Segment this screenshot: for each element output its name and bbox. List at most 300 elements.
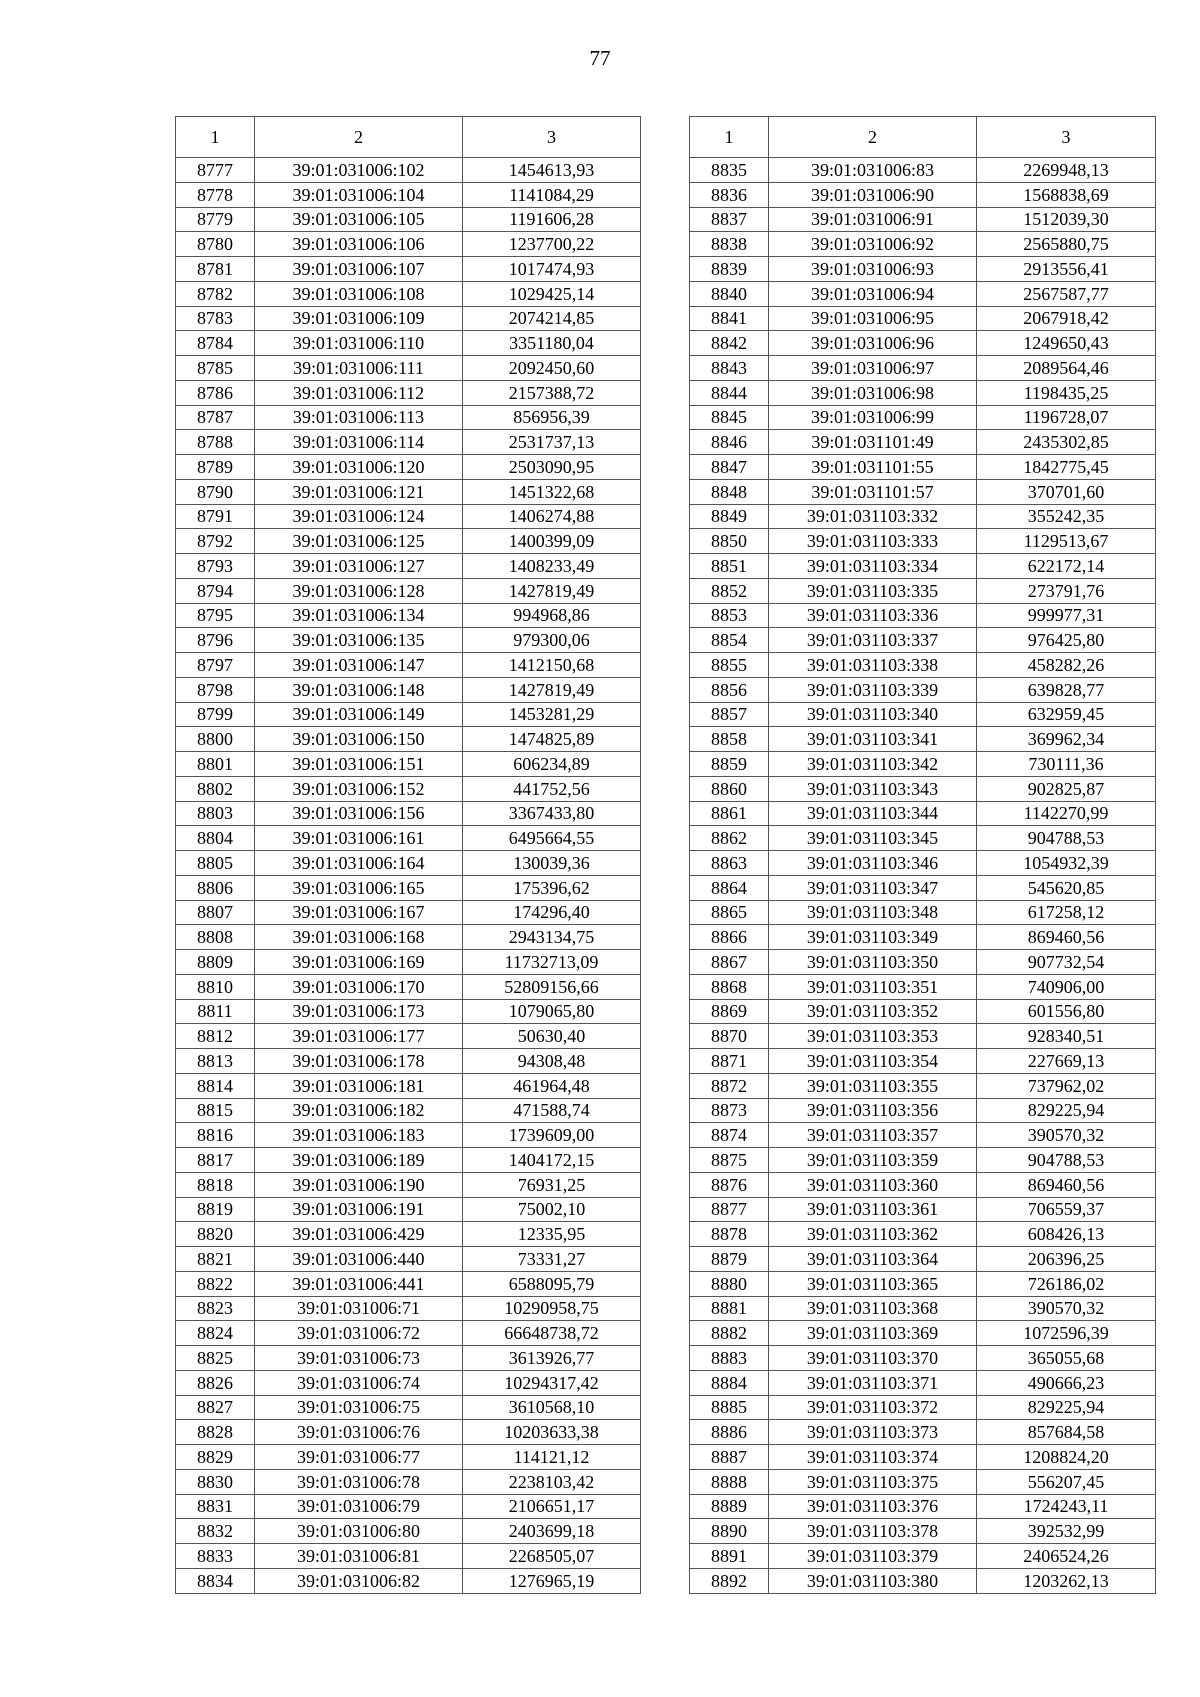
value-cell: 1404172,15 — [463, 1148, 641, 1173]
value-cell: 902825,87 — [977, 776, 1156, 801]
row-number-cell: 8791 — [176, 504, 255, 529]
cadastral-number-cell: 39:01:031006:168 — [255, 925, 463, 950]
value-cell: 2943134,75 — [463, 925, 641, 950]
table-row — [176, 1346, 641, 1371]
row-number-cell: 8852 — [690, 578, 769, 603]
cadastral-number-cell: 39:01:031006:79 — [255, 1494, 463, 1519]
value-cell: 2565880,75 — [977, 232, 1156, 257]
row-number-cell: 8858 — [690, 727, 769, 752]
table-row — [176, 1544, 641, 1569]
table-row — [690, 776, 1156, 801]
cadastral-number-cell: 39:01:031006:152 — [255, 776, 463, 801]
value-cell: 1079065,80 — [463, 999, 641, 1024]
row-number-cell: 8804 — [176, 826, 255, 851]
cadastral-number-cell: 39:01:031006:164 — [255, 851, 463, 876]
table-row — [690, 1445, 1156, 1470]
table-row — [176, 1445, 641, 1470]
table-row — [176, 999, 641, 1024]
row-number-cell: 8790 — [176, 479, 255, 504]
column-header: 3 — [463, 117, 641, 158]
row-number-cell: 8854 — [690, 628, 769, 653]
row-number-cell: 8800 — [176, 727, 255, 752]
table-row — [690, 752, 1156, 777]
value-cell: 355242,35 — [977, 504, 1156, 529]
column-header: 2 — [769, 117, 977, 158]
table-row — [690, 1197, 1156, 1222]
row-number-cell: 8865 — [690, 900, 769, 925]
table-row — [176, 1172, 641, 1197]
value-cell: 999977,31 — [977, 603, 1156, 628]
cadastral-number-cell: 39:01:031103:350 — [769, 950, 977, 975]
cadastral-number-cell: 39:01:031101:55 — [769, 455, 977, 480]
cadastral-number-cell: 39:01:031006:190 — [255, 1172, 463, 1197]
row-number-cell: 8824 — [176, 1321, 255, 1346]
row-number-cell: 8887 — [690, 1445, 769, 1470]
value-cell: 1237700,22 — [463, 232, 641, 257]
value-cell: 370701,60 — [977, 479, 1156, 504]
row-number-cell: 8806 — [176, 875, 255, 900]
column-header: 3 — [977, 117, 1156, 158]
table-row — [176, 1568, 641, 1593]
cadastral-number-cell: 39:01:031006:77 — [255, 1445, 463, 1470]
cadastral-number-cell: 39:01:031006:147 — [255, 653, 463, 678]
table-row — [176, 529, 641, 554]
row-number-cell: 8779 — [176, 207, 255, 232]
cadastral-number-cell: 39:01:031103:337 — [769, 628, 977, 653]
table-row — [690, 1024, 1156, 1049]
table-row — [690, 430, 1156, 455]
row-number-cell: 8787 — [176, 405, 255, 430]
cadastral-number-cell: 39:01:031103:355 — [769, 1073, 977, 1098]
row-number-cell: 8809 — [176, 950, 255, 975]
row-number-cell: 8837 — [690, 207, 769, 232]
value-cell: 227669,13 — [977, 1049, 1156, 1074]
cadastral-number-cell: 39:01:031006:156 — [255, 801, 463, 826]
row-number-cell: 8818 — [176, 1172, 255, 1197]
table-row — [176, 1073, 641, 1098]
row-number-cell: 8881 — [690, 1296, 769, 1321]
table-row — [176, 727, 641, 752]
cadastral-number-cell: 39:01:031006:72 — [255, 1321, 463, 1346]
table-row — [690, 207, 1156, 232]
cadastral-number-cell: 39:01:031103:370 — [769, 1346, 977, 1371]
table-row — [690, 182, 1156, 207]
row-number-cell: 8802 — [176, 776, 255, 801]
cadastral-number-cell: 39:01:031006:150 — [255, 727, 463, 752]
table-row — [176, 1024, 641, 1049]
cadastral-number-cell: 39:01:031103:344 — [769, 801, 977, 826]
row-number-cell: 8793 — [176, 554, 255, 579]
value-cell: 2269948,13 — [977, 158, 1156, 183]
table-row — [690, 232, 1156, 257]
table-row — [690, 554, 1156, 579]
value-cell: 1198435,25 — [977, 380, 1156, 405]
value-cell: 2567587,77 — [977, 281, 1156, 306]
cadastral-number-cell: 39:01:031103:348 — [769, 900, 977, 925]
value-cell: 1029425,14 — [463, 281, 641, 306]
table-row — [690, 900, 1156, 925]
table-row — [176, 182, 641, 207]
row-number-cell: 8796 — [176, 628, 255, 653]
value-cell: 2503090,95 — [463, 455, 641, 480]
table-row — [690, 1420, 1156, 1445]
cadastral-number-cell: 39:01:031006:78 — [255, 1469, 463, 1494]
row-number-cell: 8810 — [176, 974, 255, 999]
value-cell: 6588095,79 — [463, 1271, 641, 1296]
table-row — [176, 875, 641, 900]
value-cell: 10290958,75 — [463, 1296, 641, 1321]
value-cell: 1196728,07 — [977, 405, 1156, 430]
value-cell: 2106651,17 — [463, 1494, 641, 1519]
cadastral-number-cell: 39:01:031006:90 — [769, 182, 977, 207]
cadastral-number-cell: 39:01:031006:173 — [255, 999, 463, 1024]
table-row — [690, 1494, 1156, 1519]
cadastral-number-cell: 39:01:031006:75 — [255, 1395, 463, 1420]
table-row — [690, 1073, 1156, 1098]
cadastral-number-cell: 39:01:031101:57 — [769, 479, 977, 504]
table-row — [176, 628, 641, 653]
row-number-cell: 8890 — [690, 1519, 769, 1544]
cadastral-number-cell: 39:01:031006:151 — [255, 752, 463, 777]
table-row — [690, 1519, 1156, 1544]
cadastral-number-cell: 39:01:031006:429 — [255, 1222, 463, 1247]
cadastral-number-cell: 39:01:031006:189 — [255, 1148, 463, 1173]
cadastral-number-cell: 39:01:031006:97 — [769, 356, 977, 381]
row-number-cell: 8807 — [176, 900, 255, 925]
value-cell: 10294317,42 — [463, 1370, 641, 1395]
row-number-cell: 8868 — [690, 974, 769, 999]
value-cell: 1400399,09 — [463, 529, 641, 554]
value-cell: 50630,40 — [463, 1024, 641, 1049]
table-header-row — [176, 117, 641, 158]
table-row — [690, 851, 1156, 876]
value-cell: 1129513,67 — [977, 529, 1156, 554]
table-row — [176, 380, 641, 405]
row-number-cell: 8799 — [176, 702, 255, 727]
table-row — [690, 504, 1156, 529]
row-number-cell: 8814 — [176, 1073, 255, 1098]
cadastral-number-cell: 39:01:031006:102 — [255, 158, 463, 183]
row-number-cell: 8829 — [176, 1445, 255, 1470]
table-row — [690, 281, 1156, 306]
table-row — [690, 974, 1156, 999]
cadastral-number-cell: 39:01:031103:349 — [769, 925, 977, 950]
row-number-cell: 8876 — [690, 1172, 769, 1197]
value-cell: 2067918,42 — [977, 306, 1156, 331]
value-cell: 904788,53 — [977, 826, 1156, 851]
row-number-cell: 8816 — [176, 1123, 255, 1148]
row-number-cell: 8851 — [690, 554, 769, 579]
table-row — [690, 603, 1156, 628]
table-row — [176, 900, 641, 925]
cadastral-number-cell: 39:01:031006:91 — [769, 207, 977, 232]
row-number-cell: 8826 — [176, 1370, 255, 1395]
row-number-cell: 8834 — [176, 1568, 255, 1593]
cadastral-number-cell: 39:01:031006:81 — [255, 1544, 463, 1569]
table-row — [690, 1296, 1156, 1321]
value-cell: 829225,94 — [977, 1098, 1156, 1123]
cadastral-number-cell: 39:01:031006:177 — [255, 1024, 463, 1049]
table-row — [176, 1469, 641, 1494]
row-number-cell: 8874 — [690, 1123, 769, 1148]
row-number-cell: 8784 — [176, 331, 255, 356]
cadastral-number-cell: 39:01:031006:106 — [255, 232, 463, 257]
table-row — [690, 875, 1156, 900]
table-row — [176, 1420, 641, 1445]
table-row — [176, 1519, 641, 1544]
row-number-cell: 8798 — [176, 677, 255, 702]
row-number-cell: 8856 — [690, 677, 769, 702]
table-row — [690, 158, 1156, 183]
row-number-cell: 8844 — [690, 380, 769, 405]
table-row — [176, 1148, 641, 1173]
row-number-cell: 8845 — [690, 405, 769, 430]
cadastral-number-cell: 39:01:031103:353 — [769, 1024, 977, 1049]
table-row — [176, 925, 641, 950]
table-row — [176, 677, 641, 702]
cadastral-number-cell: 39:01:031103:351 — [769, 974, 977, 999]
table-row — [690, 1098, 1156, 1123]
value-cell: 365055,68 — [977, 1346, 1156, 1371]
table-row — [690, 1346, 1156, 1371]
row-number-cell: 8815 — [176, 1098, 255, 1123]
table-row — [690, 628, 1156, 653]
value-cell: 2157388,72 — [463, 380, 641, 405]
cadastral-number-cell: 39:01:031006:148 — [255, 677, 463, 702]
value-cell: 1427819,49 — [463, 578, 641, 603]
cadastral-number-cell: 39:01:031103:341 — [769, 727, 977, 752]
table-row — [176, 1321, 641, 1346]
cadastral-number-cell: 39:01:031103:340 — [769, 702, 977, 727]
value-cell: 1276965,19 — [463, 1568, 641, 1593]
table-row — [690, 1049, 1156, 1074]
table-row — [176, 578, 641, 603]
value-cell: 12335,95 — [463, 1222, 641, 1247]
row-number-cell: 8819 — [176, 1197, 255, 1222]
cadastral-number-cell: 39:01:031006:92 — [769, 232, 977, 257]
table-row — [690, 331, 1156, 356]
cadastral-number-cell: 39:01:031103:357 — [769, 1123, 977, 1148]
table-row — [176, 331, 641, 356]
row-number-cell: 8839 — [690, 257, 769, 282]
cadastral-number-cell: 39:01:031006:98 — [769, 380, 977, 405]
cadastral-number-cell: 39:01:031006:71 — [255, 1296, 463, 1321]
value-cell: 1406274,88 — [463, 504, 641, 529]
table-row — [176, 306, 641, 331]
value-cell: 2092450,60 — [463, 356, 641, 381]
value-cell: 369962,34 — [977, 727, 1156, 752]
cadastral-number-cell: 39:01:031006:105 — [255, 207, 463, 232]
value-cell: 1249650,43 — [977, 331, 1156, 356]
cadastral-number-cell: 39:01:031103:379 — [769, 1544, 977, 1569]
value-cell: 175396,62 — [463, 875, 641, 900]
value-cell: 601556,80 — [977, 999, 1156, 1024]
data-table-left — [175, 116, 641, 1594]
table-row — [176, 1049, 641, 1074]
row-number-cell: 8888 — [690, 1469, 769, 1494]
row-number-cell: 8846 — [690, 430, 769, 455]
value-cell: 869460,56 — [977, 925, 1156, 950]
value-cell: 3351180,04 — [463, 331, 641, 356]
row-number-cell: 8794 — [176, 578, 255, 603]
row-number-cell: 8783 — [176, 306, 255, 331]
cadastral-number-cell: 39:01:031006:83 — [769, 158, 977, 183]
cadastral-number-cell: 39:01:031103:376 — [769, 1494, 977, 1519]
row-number-cell: 8782 — [176, 281, 255, 306]
value-cell: 622172,14 — [977, 554, 1156, 579]
table-row — [690, 1247, 1156, 1272]
value-cell: 1408233,49 — [463, 554, 641, 579]
table-row — [690, 950, 1156, 975]
table-row — [690, 405, 1156, 430]
cadastral-number-cell: 39:01:031006:441 — [255, 1271, 463, 1296]
cadastral-number-cell: 39:01:031006:182 — [255, 1098, 463, 1123]
table-row — [690, 801, 1156, 826]
cadastral-number-cell: 39:01:031006:134 — [255, 603, 463, 628]
row-number-cell: 8849 — [690, 504, 769, 529]
value-cell: 1208824,20 — [977, 1445, 1156, 1470]
value-cell: 632959,45 — [977, 702, 1156, 727]
table-row — [690, 257, 1156, 282]
table-row — [176, 281, 641, 306]
table-row — [690, 1544, 1156, 1569]
cadastral-number-cell: 39:01:031006:108 — [255, 281, 463, 306]
row-number-cell: 8820 — [176, 1222, 255, 1247]
cadastral-number-cell: 39:01:031103:368 — [769, 1296, 977, 1321]
table-row — [176, 356, 641, 381]
cadastral-number-cell: 39:01:031006:124 — [255, 504, 463, 529]
value-cell: 76931,25 — [463, 1172, 641, 1197]
value-cell: 737962,02 — [977, 1073, 1156, 1098]
value-cell: 1724243,11 — [977, 1494, 1156, 1519]
cadastral-number-cell: 39:01:031006:165 — [255, 875, 463, 900]
cadastral-number-cell: 39:01:031103:380 — [769, 1568, 977, 1593]
row-number-cell: 8853 — [690, 603, 769, 628]
row-number-cell: 8882 — [690, 1321, 769, 1346]
table-row — [690, 1222, 1156, 1247]
data-table-right — [689, 116, 1156, 1594]
table-row — [176, 1197, 641, 1222]
cadastral-number-cell: 39:01:031103:339 — [769, 677, 977, 702]
value-cell: 608426,13 — [977, 1222, 1156, 1247]
cadastral-number-cell: 39:01:031006:110 — [255, 331, 463, 356]
cadastral-number-cell: 39:01:031006:80 — [255, 1519, 463, 1544]
value-cell: 869460,56 — [977, 1172, 1156, 1197]
row-number-cell: 8841 — [690, 306, 769, 331]
cadastral-number-cell: 39:01:031006:183 — [255, 1123, 463, 1148]
cadastral-number-cell: 39:01:031103:354 — [769, 1049, 977, 1074]
table-row — [690, 306, 1156, 331]
table-row — [690, 455, 1156, 480]
cadastral-number-cell: 39:01:031103:374 — [769, 1445, 977, 1470]
row-number-cell: 8843 — [690, 356, 769, 381]
cadastral-number-cell: 39:01:031103:375 — [769, 1469, 977, 1494]
row-number-cell: 8842 — [690, 331, 769, 356]
value-cell: 856956,39 — [463, 405, 641, 430]
value-cell: 1141084,29 — [463, 182, 641, 207]
value-cell: 114121,12 — [463, 1445, 641, 1470]
value-cell: 1017474,93 — [463, 257, 641, 282]
cadastral-number-cell: 39:01:031006:76 — [255, 1420, 463, 1445]
table-row — [176, 257, 641, 282]
value-cell: 730111,36 — [977, 752, 1156, 777]
cadastral-number-cell: 39:01:031006:169 — [255, 950, 463, 975]
table-row — [176, 455, 641, 480]
row-number-cell: 8847 — [690, 455, 769, 480]
table-row — [176, 1247, 641, 1272]
cadastral-number-cell: 39:01:031006:99 — [769, 405, 977, 430]
table-row — [176, 405, 641, 430]
row-number-cell: 8867 — [690, 950, 769, 975]
row-number-cell: 8811 — [176, 999, 255, 1024]
table-row — [176, 950, 641, 975]
value-cell: 2238103,42 — [463, 1469, 641, 1494]
row-number-cell: 8872 — [690, 1073, 769, 1098]
table-row — [176, 752, 641, 777]
cadastral-number-cell: 39:01:031006:125 — [255, 529, 463, 554]
cadastral-number-cell: 39:01:031006:94 — [769, 281, 977, 306]
table-row — [176, 1098, 641, 1123]
row-number-cell: 8891 — [690, 1544, 769, 1569]
row-number-cell: 8859 — [690, 752, 769, 777]
table-row — [176, 603, 641, 628]
row-number-cell: 8785 — [176, 356, 255, 381]
cadastral-number-cell: 39:01:031103:369 — [769, 1321, 977, 1346]
cadastral-number-cell: 39:01:031006:114 — [255, 430, 463, 455]
value-cell: 2913556,41 — [977, 257, 1156, 282]
cadastral-number-cell: 39:01:031006:107 — [255, 257, 463, 282]
row-number-cell: 8813 — [176, 1049, 255, 1074]
value-cell: 2089564,46 — [977, 356, 1156, 381]
table-row — [690, 1568, 1156, 1593]
value-cell: 174296,40 — [463, 900, 641, 925]
row-number-cell: 8869 — [690, 999, 769, 1024]
cadastral-number-cell: 39:01:031103:345 — [769, 826, 977, 851]
row-number-cell: 8871 — [690, 1049, 769, 1074]
value-cell: 904788,53 — [977, 1148, 1156, 1173]
value-cell: 726186,02 — [977, 1271, 1156, 1296]
value-cell: 392532,99 — [977, 1519, 1156, 1544]
row-number-cell: 8832 — [176, 1519, 255, 1544]
row-number-cell: 8777 — [176, 158, 255, 183]
column-header: 1 — [176, 117, 255, 158]
value-cell: 979300,06 — [463, 628, 641, 653]
table-row — [690, 1370, 1156, 1395]
value-cell: 1191606,28 — [463, 207, 641, 232]
value-cell: 1453281,29 — [463, 702, 641, 727]
row-number-cell: 8857 — [690, 702, 769, 727]
row-number-cell: 8864 — [690, 875, 769, 900]
cadastral-number-cell: 39:01:031103:334 — [769, 554, 977, 579]
value-cell: 1203262,13 — [977, 1568, 1156, 1593]
table-row — [176, 1395, 641, 1420]
value-cell: 976425,80 — [977, 628, 1156, 653]
value-cell: 3610568,10 — [463, 1395, 641, 1420]
cadastral-number-cell: 39:01:031006:149 — [255, 702, 463, 727]
value-cell: 73331,27 — [463, 1247, 641, 1272]
table-row — [690, 578, 1156, 603]
row-number-cell: 8827 — [176, 1395, 255, 1420]
row-number-cell: 8850 — [690, 529, 769, 554]
cadastral-number-cell: 39:01:031103:336 — [769, 603, 977, 628]
table-row — [176, 702, 641, 727]
table-row — [690, 529, 1156, 554]
row-number-cell: 8808 — [176, 925, 255, 950]
value-cell: 52809156,66 — [463, 974, 641, 999]
table-row — [176, 1123, 641, 1148]
table-row — [690, 727, 1156, 752]
cadastral-number-cell: 39:01:031006:128 — [255, 578, 463, 603]
